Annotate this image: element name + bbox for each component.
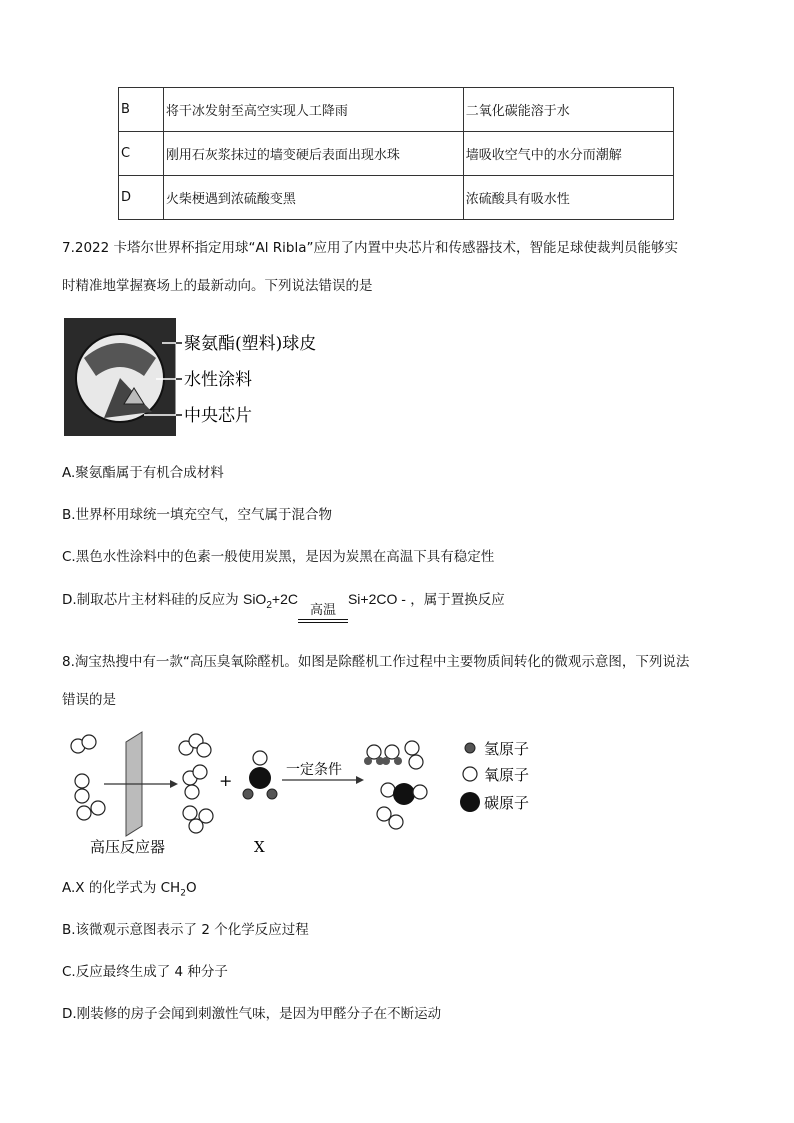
q8-option-d: D.刚装修的房子会闻到刺激性气味，是因为甲醛分子在不断运动 bbox=[62, 1006, 442, 1022]
answer-table bbox=[118, 87, 674, 220]
label-ball-skin: 聚氨酯(塑料)球皮 bbox=[184, 334, 317, 354]
label-chip: 中央芯片 bbox=[184, 406, 252, 426]
q8-stem-line2: 错误的是 bbox=[62, 692, 116, 708]
arrow-condition: 一定条件 bbox=[286, 762, 342, 778]
q7-option-b: B.世界杯用球统一填充空气，空气属于混合物 bbox=[62, 507, 333, 523]
table-row bbox=[119, 132, 674, 176]
x-label: X bbox=[254, 838, 265, 856]
q7-option-d: D.制取芯片主材料硅的反应为 SiO$_2$+2C 高温 Si+2CO - ，属于置换反应 bbox=[62, 582, 505, 623]
table-row bbox=[119, 176, 674, 220]
hydrogen-atom-icon bbox=[465, 743, 475, 753]
legend-hydrogen: 氢原子 bbox=[484, 740, 530, 758]
q8-stem-line1: 8.淘宝热搜中有一款“高压臭氧除醛机。如图是除醛机工作过程中主要物质间转化的微观示意图，下列说法 bbox=[62, 654, 690, 670]
q7-stem-line1: 7.2022 卡塔尔世界杯指定用球“Al Ribla”应用了内置中央芯片和传感器技术，智能足球使裁判员能够实 bbox=[62, 240, 679, 256]
oxygen-molecules-left bbox=[71, 735, 105, 820]
oxygen-atom-icon bbox=[463, 767, 477, 781]
phenomenon-cell: 刚用石灰浆抹过的墙变硬后表面出现水珠 bbox=[163, 132, 463, 176]
table-row bbox=[119, 88, 674, 132]
q7-stem-line2: 时精准地掌握赛场上的最新动向。下列说法错误的是 bbox=[62, 278, 373, 294]
explanation-cell: 二氧化碳能溶于水 bbox=[463, 88, 673, 132]
q7-option-c: C.黑色水性涂料中的色素一般使用炭黑，是因为炭黑在高温下具有稳定性 bbox=[62, 549, 495, 565]
formaldehyde-molecule-icon bbox=[243, 751, 277, 799]
phenomenon-cell: 火柴梗遇到浓硫酸变黑 bbox=[163, 176, 463, 220]
reactor-label: 高压反应器 bbox=[90, 838, 166, 856]
reaction-diagram bbox=[64, 728, 544, 858]
product-molecules bbox=[364, 741, 427, 829]
option-letter-cell: B bbox=[119, 88, 164, 132]
phenomenon-cell: 将干冰发射至高空实现人工降雨 bbox=[163, 88, 463, 132]
label-coating: 水性涂料 bbox=[184, 370, 252, 390]
q8-option-a: A.X 的化学式为 $CH_2O$ bbox=[62, 880, 197, 899]
explanation-cell: 浓硫酸具有吸水性 bbox=[463, 176, 673, 220]
carbon-atom-icon bbox=[460, 792, 480, 812]
q8-option-b: B.该微观示意图表示了 2 个化学反应过程 bbox=[62, 922, 309, 938]
legend-carbon: 碳原子 bbox=[484, 794, 530, 812]
legend-oxygen: 氧原子 bbox=[484, 766, 530, 784]
legend bbox=[460, 740, 529, 812]
ozone-molecules bbox=[179, 734, 213, 833]
q8-option-c: C.反应最终生成了 4 种分子 bbox=[62, 964, 228, 980]
q7-option-a: A.聚氨酯属于有机合成材料 bbox=[62, 465, 224, 481]
soccer-ball-figure bbox=[64, 318, 324, 436]
equation-condition: 高温 bbox=[298, 604, 348, 623]
plus-sign: + bbox=[219, 771, 233, 790]
explanation-cell: 墙吸收空气中的水分而潮解 bbox=[463, 132, 673, 176]
option-letter-cell: C bbox=[119, 132, 164, 176]
option-letter-cell: D bbox=[119, 176, 164, 220]
